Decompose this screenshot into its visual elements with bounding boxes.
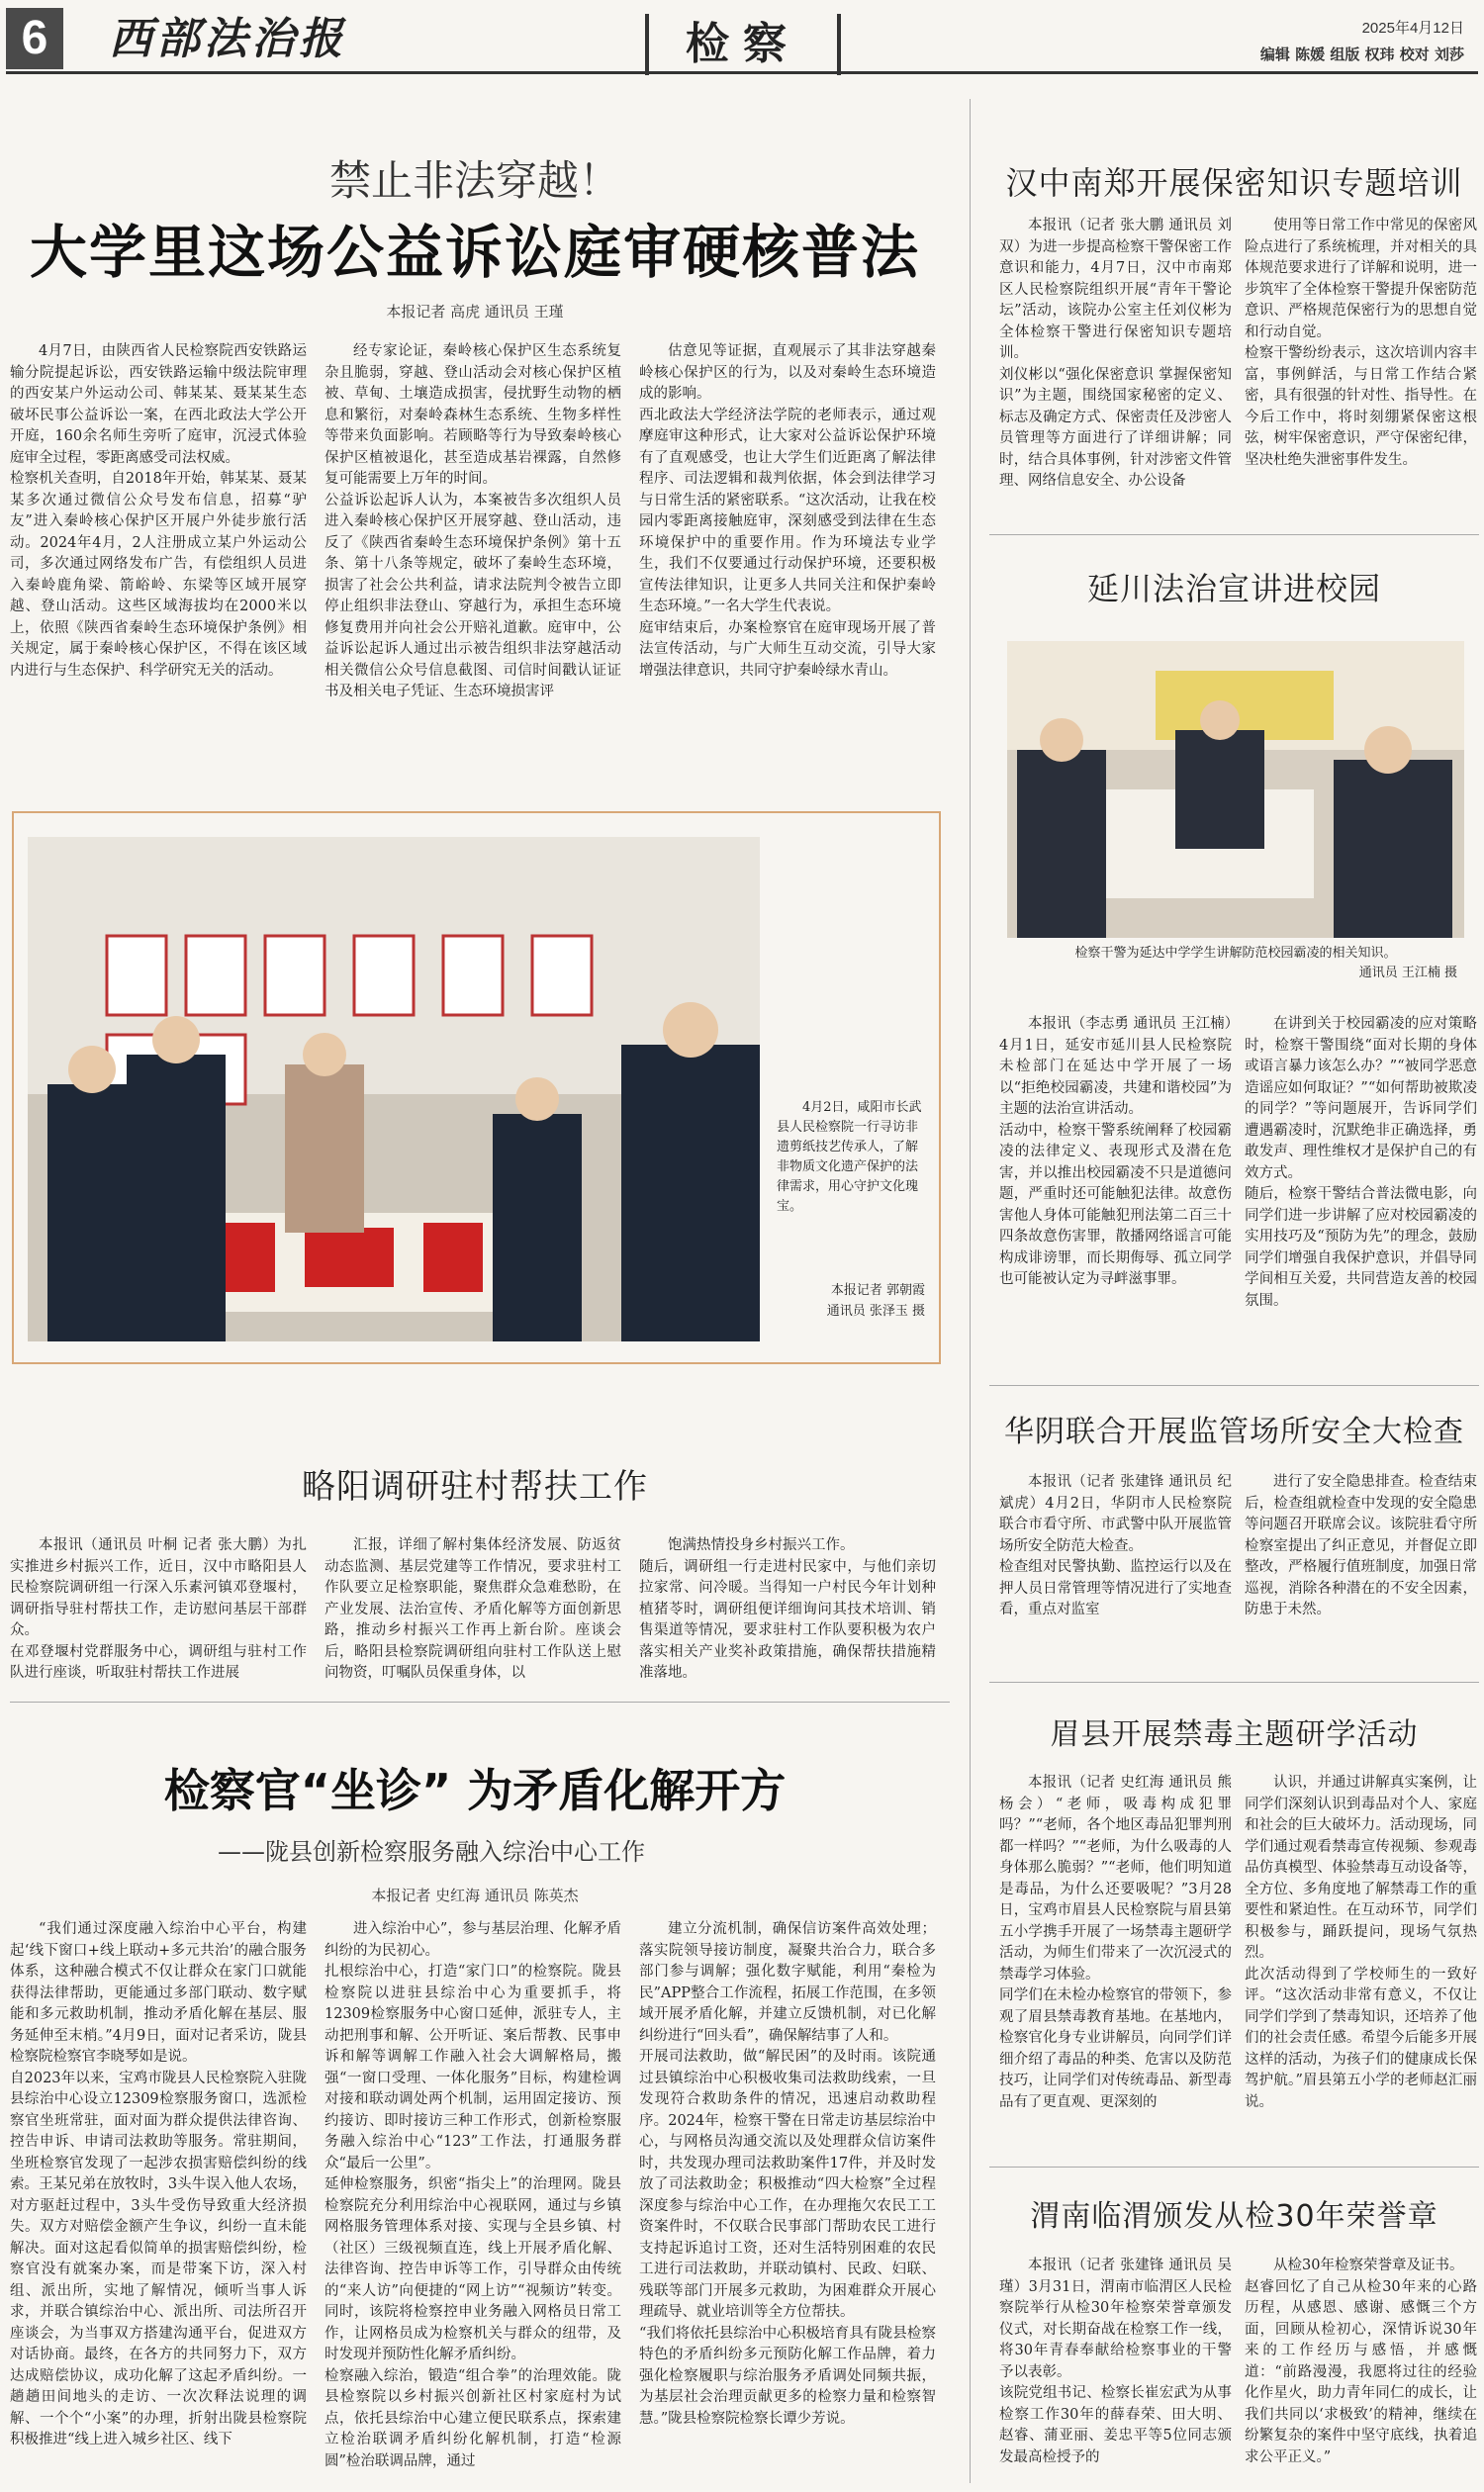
longxian-column-2: 进入综治中心”，参与基层治理、化解矛盾纠纷的为民初心。 扎根综治中心，打造“家门口”的检察院。陇县检察院以进驻县综治中心为重要抓手，将12309检察服务中心窗口延伸，派驻专人，主动把刑事和解、公开听证、案后帮教、民事申诉和解等调解工作融入社会大调解格局，搬强“一窗口受理、一体化服务”目标，构建检调对接和联动调处两个机制，运用固定接访、预约接访、即时接访三种工作形式，创新检察服务融入综治中心“123”工作法，打通服务群众“最后一公里”。 延伸检察服务，织密“指尖上”的治理网。陇县检察院充分利用综治中心视联网，通过与乡镇网格服务管理体系对接、实现与全县乡镇、村（社区）三级视频直连，线上开展矛盾化解、法律咨询、控告申诉等工作，引导群众由传统的“来人访”向便捷的“网上访”“视频访”转变。同时，该院将检察控申业务融入网格员日常工作，让网格员成为检察机关与群众的纽带，及时发现并预防性化解矛盾纠纷。 检察融入综治，锻造“组合拳”的治理效能。陇县检察院以乡村振兴创新社区村家庭村为试点，依托县综治中心建立便民联系点，探索建立检治联调矛盾纠纷化解机制，打造“检源圆”检治联调品牌，通过 [325, 1921, 621, 2469]
huayin-column-2: 进行了安全隐患排查。检查结束后，检查组就检查中发现的安全隐患等问题召开联席会议。该院驻看守所检察室提出了纠正意见，并督促立即整改，严格履行值班制度，加强日常巡视，消除各种潜在的不安全因素，防患于未然。 [1245, 1474, 1477, 1617]
meixian-column-1: 本报讯（记者 史红海 通讯员 熊杨会）“老师，吸毒构成犯罪吗？”“老师，各个地区毒品犯罪判刑都一样吗？”“老师，为什么吸毒的人身体那么脆弱？”“老师，他们明知道是毒品，为什么还要吸呢？”3月28日，宝鸡市眉县人民检察院与眉县第五小学携手开展了一场禁毒主题研学活动，为师生们带来了一次沉浸式的禁毒学习体验。 同学们在未检办检察官的带领下，参观了眉县禁毒教育基地。在基地内，检察官化身专业讲解员，向同学们详细介绍了毒品的种类、危害以及防范技巧，让同学们对传统毒品、新型毒品有了更直观、更深刻的 [999, 1775, 1232, 2110]
lueyang-headline: 略阳调研驻村帮扶工作 [302, 1467, 648, 1507]
paper-name: 西部法治报 [109, 14, 346, 64]
photo-campus-lecture [1007, 641, 1464, 938]
photo-paper-cutting-visit [28, 837, 760, 1341]
lead-column-3: 估意见等证据，直观展示了其非法穿越秦岭核心保护区的行为，以及对秦岭生态环境造成的影响。 西北政法大学经济法学院的老师表示，通过观摩庭审这种形式，让大家对公益诉讼保护环境有了直观感受，也让大学生们近距离了解法律程序、司法逻辑和裁判依据，体会到法律学习与日常生活的紧密联系。“这次活动，让我在校园内零距离接触庭审，深刻感受到法律在生态环境保护中的重要作用。作为环境法专业学生，我们不仅要通过行动保护环境，还要积极宣传法律知识，让更多人共同关注和保护秦岭生态环境。”一名大学生代表说。 庭审结束后，办案检察官在庭审现场开展了普法宣传活动，与广大师生互动交流，引导大家增强法律意识，共同守护秦岭绿水青山。 [639, 343, 936, 679]
lead-headline: 大学里这场公益诉讼庭审硬核普法 [29, 219, 920, 286]
huayin-headline: 华阴联合开展监管场所安全大检查 [1004, 1415, 1464, 1449]
longxian-column-1: “我们通过深度融入综治中心平台，构建起‘线下窗口+线上联动+多元共治’的融合服务体系，这种融合模式不仅让群众在家门口就能获得法律帮助，更能通过多部门联动、数字赋能和多元救助机制，推动矛盾化解在基层、服务延伸至末梢。”4月9日，面对记者采访，陇县检察院检察官李晓琴如是说。 自2023年以来，宝鸡市陇县人民检察院入驻陇县综治中心设立12309检察服务窗口，选派检察官坐班常驻，面对面为群众提供法律咨询、控告申诉、申请司法救助等服务。常驻期间，坐班检察官发现了一起涉农损害赔偿纠纷的线索。王某兄弟在放牧时，3头牛误入他人农场，对方驱赶过程中，3头牛受伤导致重大经济损失。双方对赔偿金额产生争议，纠纷一直未能解决。面对这起看似简单的损害赔偿纠纷，检察官没有就案办案，而是带案下访，深入村组、派出所，实地了解情况，倾听当事人诉求，并联合镇综治中心、派出所、司法所召开座谈会，为当事双方搭建沟通平台，促进双方对话协商。最终，在各方的共同努力下，双方达成赔偿协议，成功化解了这起矛盾纠纷。一趟趟田间地头的走访、一次次释法说理的调解、一个个“小案”的办理，折射出陇县检察院积极推进“线上进入城乡社区、线下 [10, 1921, 307, 2447]
lead-kicker: 禁止非法穿越！ [328, 156, 620, 205]
longxian-headline: 检察官“坐诊” 为矛盾化解开方 [163, 1764, 787, 1817]
longxian-subhead: ——陇县创新检察服务融入综治中心工作 [218, 1838, 645, 1866]
weinan-column-2: 从检30年检察荣誉章及证书。 赵睿回忆了自己从检30年来的心路历程，从感恩、感谢、感慨三个方面，回顾从检初心，深情诉说30年来的工作经历与感悟，并感慨道：“前路漫漫，我愿将过往的经验化作星火，助力青年同仁的成长，让我们共同以‘求极致’的精神，继续在纷繁复杂的案件中坚守底线，执着追求公平正义。” [1245, 2258, 1477, 2465]
photo-feature-caption: 4月2日，咸阳市长武县人民检察院一行寻访非遗剪纸技艺传承人，了解非物质文化遗产保护的法律需求，用心守护文化瑰宝。 [777, 1100, 922, 1214]
hanzhong-headline: 汉中南郑开展保密知识专题培训 [1005, 164, 1463, 202]
weinan-headline: 渭南临渭颁发从检30年荣誉章 [1030, 2199, 1438, 2234]
longxian-column-3: 建立分流机制，确保信访案件高效处理；落实院领导接访制度，凝聚共治合力，联合多部门参与调解；强化数字赋能，利用“秦检为民”APP整合工作流程，拓展工作范围，在多领域开展矛盾化解，并建立反馈机制，对已化解纠纷进行“回头看”，确保解结事了人和。 开展司法救助，做“解民困”的及时雨。该院通过县镇综治中心积极收集司法救助线索，一旦发现符合救助条件的情况，迅速启动救助程序。2024年，检察干警在日常走访基层综治中心，与网格员沟通交流以及处理群众信访案件时，共发现办理司法救助案件17件，并及时发放了司法救助金；积极推动“四大检察”全过程深度参与综治中心工作，在办理拖欠农民工工资案件时，不仅联合民事部门帮助农民工进行支持起诉追讨工资，还对生活特别困难的农民工进行司法救助，并联动镇村、民政、妇联、残联等部门开展多元救助，为困难群众开展心理疏导、就业培训等全方位帮扶。 “我们将依托县综治中心积极培育具有陇县检察特色的矛盾纠纷多元预防化解工作品牌，着力强化检察履职与综治服务矛盾调处同频共振，为基层社会治理贡献更多的检察力量和检察智慧。”陇县检察院检察长谭少芳说。 [639, 1921, 936, 2427]
page-number: 6 [6, 8, 63, 69]
weinan-column-1: 本报讯（记者 张建锋 通讯员 吴瑾）3月31日，渭南市临渭区人民检察院举行从检30年检察荣誉章颁发仪式，对长期奋战在检察工作一线，将30年青春奉献给检察事业的干警予以表彰。 该院党组书记、检察长崔宏武为从事检察工作30年的薛春荣、田大明、赵睿、蒲亚丽、姜忠平等5位同志颁发最高检授予的 [999, 2258, 1232, 2465]
meixian-headline: 眉县开展禁毒主题研学活动 [1050, 1717, 1419, 1752]
divider-huayin [989, 1682, 1479, 1683]
campus-lecture-illustration [1007, 641, 1464, 938]
lead-column-2: 经专家论证，秦岭核心保护区生态系统复杂且脆弱，穿越、登山活动会对核心保护区植被、草甸、土壤造成损害，侵扰野生动物的栖息和繁衍，对秦岭森林生态系统、生物多样性等带来负面影响。若顾略等行为导致秦岭核心保护区植被退化，甚至造成基岩裸露，自然修复可能需要上万年的时间。 公益诉讼起诉人认为，本案被告多次组织人员进入秦岭核心保护区开展穿越、登山活动，违反了《陕西省秦岭生态环境保护条例》第十五条、第十八条等规定，破坏了秦岭生态环境，损害了社会公共利益，请求法院判令被告立即停止组织非法登山、穿越行为，承担生态环境修复费用并向社会公开赔礼道歉。庭审中，公益诉讼起诉人通过出示被告组织非法穿越活动相关微信公众号信息截图、司信时间戳认证证书及相关电子凭证、生态环境损害评 [325, 343, 621, 699]
paper-cutting-scene-illustration [28, 837, 760, 1341]
photo-feature-credit-2: 通讯员 张泽玉 摄 [826, 1304, 925, 1319]
meixian-column-2: 认识，并通过讲解真实案例，让同学们深刻认识到毒品对个人、家庭和社会的巨大破坏力。活动现场，同学们通过观看禁毒宣传视频、参观毒品仿真模型、体验禁毒互动设备等，全方位、多角度地了解禁毒工作的重要性和紧迫性。在互动环节，同学们积极参与，踊跃提问，现场气氛热烈。 此次活动得到了学校师生的一致好评。“这次活动非常有意义，不仅让同学们学到了禁毒知识，还培养了他们的社会责任感。希望今后能多开展这样的活动，为孩子们的健康成长保驾护航。”眉县第五小学的老师赵汇丽说。 [1245, 1775, 1477, 2110]
hanzhong-column-1: 本报讯（记者 张大鹏 通讯员 刘双）为进一步提高检察干警保密工作意识和能力，4月7日，汉中市南郑区人民检察院组织开展“青年干警论坛”活动，该院办公室主任刘仪彬为全体检察干警进行保密知识专题培训。 刘仪彬以“强化保密意识 掌握保密知识”为主题，围绕国家秘密的定义、标志及确定方式、保密责任及涉密人员管理等方面进行了详细讲解；同时，结合具体事例，针对涉密文件管理、网络信息安全、办公设备 [999, 218, 1232, 489]
yanchuan-photo-credit: 通讯员 王江楠 摄 [1358, 966, 1457, 980]
lead-byline: 本报记者 高虎 通讯员 王瑾 [386, 303, 564, 321]
yanchuan-column-2: 在讲到关于校园霸凌的应对策略时，检察干警围绕“面对长期的身体或语言暴力该怎么办？”“被同学恶意造谣应如何取证？”“如何帮助被欺凌的同学？”等问题展开，告诉同学们遭遇霸凌时，沉默绝非正确选择，勇敢发声、理性维权才是保护自己的有效方式。 随后，检察干警结合普法微电影，向同学们进一步讲解了应对校园霸凌的实用技巧及“预防为先”的理念，鼓励同学们增强自我保护意识，并倡导同学间相互关爱，共同营造友善的校园氛围。 [1245, 1016, 1477, 1309]
photo-feature-credit-1: 本报记者 郭朝霞 [830, 1283, 925, 1298]
editor-credits: 编辑 陈媛 组版 权玮 校对 刘莎 [1259, 46, 1464, 63]
section-title: 检察 [645, 14, 841, 75]
lead-column-1: 4月7日，由陕西省人民检察院西安铁路运输分院提起诉讼，西安铁路运输中级法院审理的西安某户外运动公司、韩某某、聂某某生态破坏民事公益诉讼一案，在西北政法大学公开开庭，160余名师生旁听了庭审，沉浸式体验庭审全过程，零距离感受司法权威。 检察机关查明，自2018年开始，韩某某、聂某某多次通过微信公众号发布信息，招募“驴友”进入秦岭核心保护区开展户外徒步旅行活动。2024年4月，2人注册成立某户外运动公司，多次通过网络发布广告，有偿组织人员进入秦岭鹿角梁、箭峪岭、东梁等区域开展穿越、登山活动。这些区域海拔均在2000米以上，依照《陕西省秦岭生态环境保护条例》相关规定，属于秦岭核心保护区，不得在该区域内进行与生态保护、科学研究无关的活动。 [10, 343, 307, 679]
lueyang-column-1: 本报讯（通讯员 叶桐 记者 张大鹏）为扎实推进乡村振兴工作，近日，汉中市略阳县人民检察院调研组一行深入乐素河镇邓登堰村，调研指导驻村帮扶工作，走访慰问基层干部群众。 在邓登堰村党群服务中心，调研组与驻村工作队进行座谈，听取驻村帮扶工作进展 [10, 1537, 307, 1681]
masthead-rule [6, 71, 1478, 74]
lueyang-column-2: 汇报，详细了解村集体经济发展、防返贫动态监测、基层党建等工作情况，要求驻村工作队要立足检察职能，聚焦群众急难愁盼，在产业发展、法治宣传、矛盾化解等方面创新思路，推动乡村振兴工作再上新台阶。座谈会后，略阳县检察院调研组向驻村工作队送上慰问物资，叮嘱队员保重身体，以 [325, 1537, 621, 1681]
huayin-column-1: 本报讯（记者 张建锋 通讯员 纪斌虎）4月2日，华阴市人民检察院联合市看守所、市武警中队开展监管场所安全防范大检查。 检查组对民警执勤、监控运行以及在押人员日常管理等情况进行了实地查看，重点对监室 [999, 1474, 1232, 1617]
divider-yanchuan [989, 1385, 1479, 1386]
issue-date: 2025年4月12日 [1361, 20, 1464, 37]
column-rule [970, 99, 971, 2483]
yanchuan-column-1: 本报讯（李志勇 通讯员 王江楠）4月1日，延安市延川县人民检察院未检部门在延达中学开展了一场以“拒绝校园霸凌，共建和谐校园”为主题的法治宣讲活动。 活动中，检察干警系统阐释了校园霸凌的法律定义、表现形式及潜在危害，并以推出校园霸凌不只是道德问题，严重时还可能触犯法律。故意伤害他人身体可能触犯刑法第二百三十四条故意伤害罪，散播网络谣言可能构成诽谤罪，而长期侮辱、孤立同学也可能被认定为寻衅滋事罪。 [999, 1016, 1232, 1287]
divider-lueyang [10, 1702, 950, 1703]
lueyang-column-3: 饱满热情投身乡村振兴工作。 随后，调研组一行走进村民家中，与他们亲切拉家常、问冷暖。当得知一户村民今年计划种植猪苓时，调研组便详细询问其技术培训、销售渠道等情况，要求驻村工作队要积极为农户落实相关产业奖补政策措施，确保帮扶措施精准落地。 [639, 1537, 936, 1681]
yanchuan-headline: 延川法治宣讲进校园 [1086, 570, 1381, 607]
hanzhong-column-2: 使用等日常工作中常见的保密风险点进行了系统梳理，并对相关的具体规范要求进行了详解和说明，进一步筑牢了全体检察干警提升保密防范意识、严格规范保密行为的思想自觉和行动自觉。 检察干警纷纷表示，这次培训内容丰富，事例鲜活，与日常工作结合紧密，具有很强的针对性、指导性。在今后工作中，将时刻绷紧保密这根弦，树牢保密意识，严守保密纪律，坚决杜绝失泄密事件发生。 [1245, 218, 1477, 468]
yanchuan-photo-caption: 检察干警为延达中学学生讲解防范校园霸凌的相关知识。 [1074, 946, 1397, 961]
longxian-byline: 本报记者 史红海 通讯员 陈英杰 [371, 1887, 579, 1904]
divider-hanzhong [989, 534, 1479, 535]
divider-meixian [989, 2167, 1479, 2168]
